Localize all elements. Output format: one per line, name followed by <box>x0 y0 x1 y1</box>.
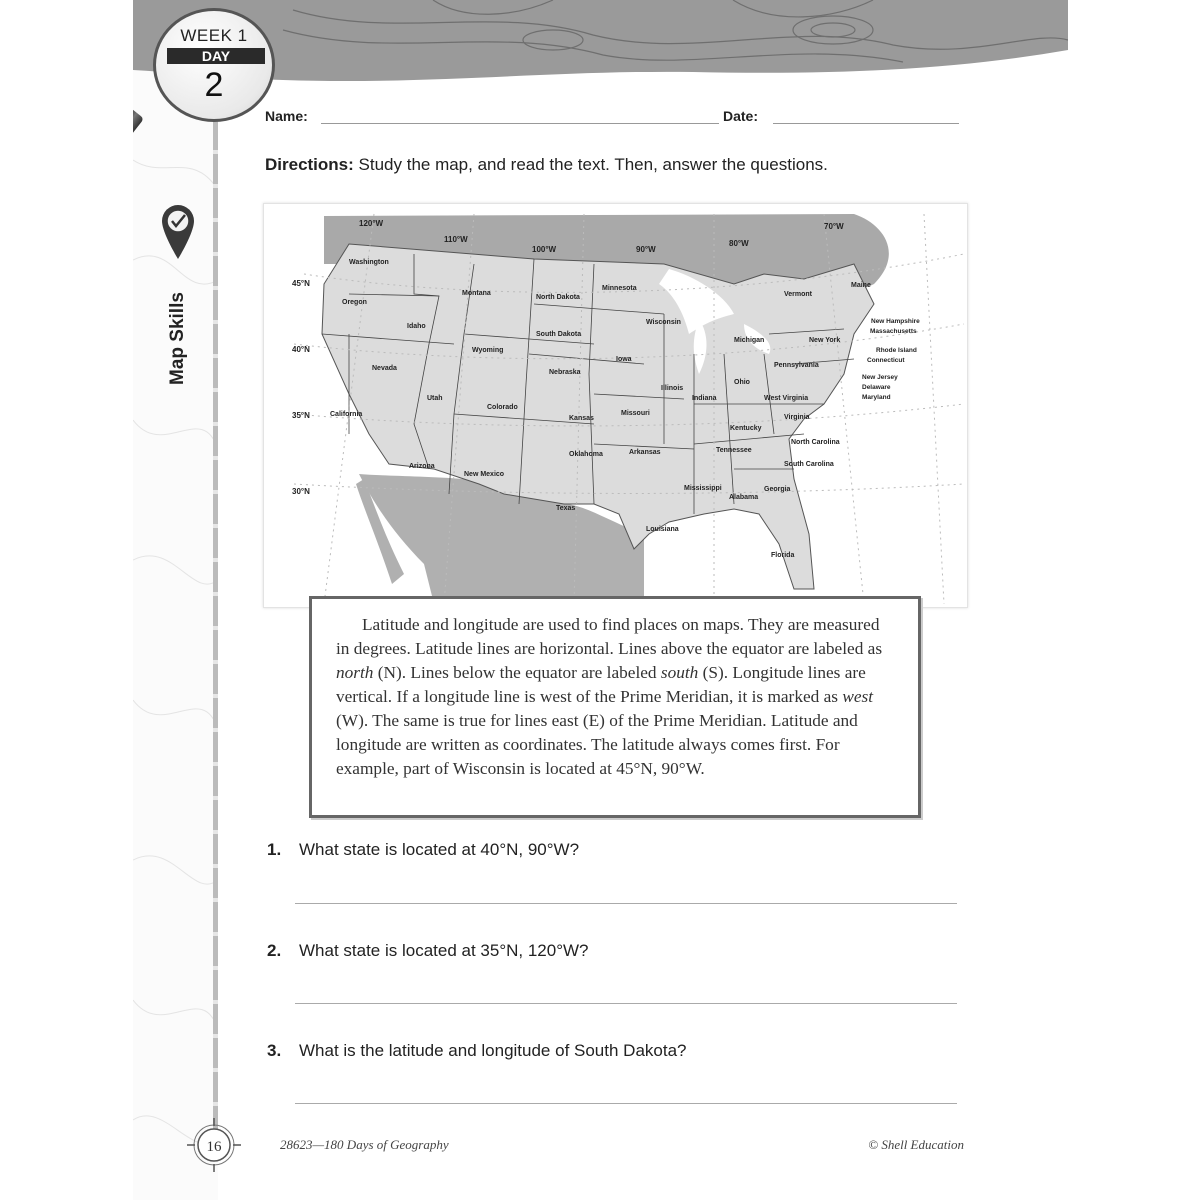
map-pin-check-icon <box>160 203 196 263</box>
question-text: What is the latitude and longitude of South Dakota? <box>299 1041 687 1060</box>
page-number: 16 <box>206 1139 222 1155</box>
question-number: 1. <box>267 840 282 859</box>
state-label: Indiana <box>692 395 717 402</box>
state-label: Vermont <box>784 291 813 298</box>
state-label: Missouri <box>621 410 650 417</box>
state-label: Alabama <box>729 494 759 501</box>
state-label: Nebraska <box>549 369 581 376</box>
callout-label: Massachusetts <box>870 328 917 335</box>
state-label: Pennsylvania <box>774 362 819 369</box>
left-margin-topo <box>133 0 218 1200</box>
state-label: Kansas <box>569 415 594 422</box>
state-label: Colorado <box>487 404 518 411</box>
compass-icon <box>187 1118 241 1172</box>
lat-label-30n: 30°N <box>292 487 310 496</box>
passage-text: (S). Longitude lines are vertical. If a longitude line is west of the Prime Meridian, it is marked as <box>336 663 866 706</box>
callout-label: Rhode Island <box>876 347 917 354</box>
state-label: Arizona <box>409 463 435 470</box>
directions <box>265 155 828 175</box>
lon-label-90w: 90°W <box>636 245 656 254</box>
passage-text: (W). The same is true for lines east (E) of the Prime Meridian. Latitude and longitude are written as coordinates. The latitude always comes first. For example, part of Wisconsin is located at 45°N, 90°W. <box>336 711 858 778</box>
question-number: 3. <box>267 1041 282 1060</box>
state-label: Florida <box>771 552 795 559</box>
callout-label: Delaware <box>862 384 891 391</box>
directions-label: Directions: <box>265 155 354 174</box>
worksheet-page <box>133 0 1068 1200</box>
state-label: Iowa <box>616 356 632 363</box>
state-label: South Dakota <box>536 331 582 338</box>
passage-text: (N). Lines below the equator are labeled <box>373 663 661 682</box>
state-label: Louisiana <box>646 526 679 533</box>
state-label: Mississippi <box>684 485 722 492</box>
directions-text: Study the map, and read the text. Then, answer the questions. <box>353 155 828 174</box>
question-number: 2. <box>267 941 282 960</box>
us-map-graphic <box>264 204 967 607</box>
state-label: North Carolina <box>791 439 840 446</box>
date-label: Date: <box>723 108 759 124</box>
state-label: California <box>330 411 363 418</box>
state-label: Wisconsin <box>646 319 681 326</box>
answer-line-2[interactable] <box>295 1003 957 1004</box>
question-2 <box>267 941 589 961</box>
state-label: Ohio <box>734 379 750 386</box>
state-label: Washington <box>349 259 389 266</box>
publisher: © Shell Education <box>868 1137 964 1152</box>
callout-label: Connecticut <box>867 357 905 364</box>
state-label: Michigan <box>734 337 765 344</box>
week-day-badge <box>153 8 279 126</box>
question-text: What state is located at 35°N, 120°W? <box>299 941 589 960</box>
passage-text: Latitude and longitude are used to find places on maps. They are measured in degrees. Latitude lines are horizontal. Lines above the equator are labeled as <box>336 615 883 658</box>
day-label: DAY <box>167 48 265 64</box>
us-map <box>263 203 968 608</box>
state-label: Oregon <box>342 299 367 306</box>
passage-text-italic: west <box>842 687 874 706</box>
state-label: Texas <box>556 505 576 512</box>
lat-label-45n: 45°N <box>292 279 310 288</box>
state-label: South Carolina <box>784 461 834 468</box>
lat-label-40n: 40°N <box>292 345 310 354</box>
lon-label-110w: 110°W <box>444 235 468 244</box>
callout-label: New Jersey <box>862 374 898 381</box>
state-label: North Dakota <box>536 294 580 301</box>
lon-label-80w: 80°W <box>729 239 749 248</box>
state-label: Virginia <box>784 414 810 421</box>
state-label: Arkansas <box>629 449 661 456</box>
question-text: What state is located at 40°N, 90°W? <box>299 840 580 859</box>
name-field[interactable] <box>321 123 719 124</box>
state-label: Nevada <box>372 365 397 372</box>
topo-lines-decoration <box>133 0 218 1200</box>
passage-text-italic: south <box>660 663 699 682</box>
state-label: Tennessee <box>716 447 752 454</box>
passage-text-italic: north <box>336 663 374 682</box>
state-label: Kentucky <box>730 425 762 432</box>
answer-line-1[interactable] <box>295 903 957 904</box>
callout-label: New Hampshire <box>871 318 920 325</box>
state-label: Montana <box>462 290 491 297</box>
state-label: New York <box>809 337 841 344</box>
state-label: Illinois <box>661 385 684 392</box>
answer-line-3[interactable] <box>295 1103 957 1104</box>
lon-label-70w: 70°W <box>824 222 844 231</box>
book-title: 28623—180 Days of Geography <box>280 1137 449 1152</box>
callout-label: Maryland <box>862 394 891 401</box>
question-1 <box>267 840 579 860</box>
section-label: Map Skills <box>167 292 188 385</box>
state-label: Wyoming <box>472 347 504 354</box>
state-label: Minnesota <box>602 285 637 292</box>
date-field[interactable] <box>773 123 959 124</box>
lon-label-100w: 100°W <box>532 245 557 254</box>
question-3 <box>267 1041 686 1061</box>
state-label: Idaho <box>407 323 426 330</box>
day-number: 2 <box>204 66 224 104</box>
lat-label-35n: 35°N <box>292 411 310 420</box>
state-label: Oklahoma <box>569 451 603 458</box>
name-label: Name: <box>265 108 308 124</box>
reading-passage <box>309 596 921 818</box>
state-label: Georgia <box>764 486 791 493</box>
state-label: Maine <box>851 282 871 289</box>
margin-rule <box>213 120 218 1140</box>
state-label: West Virginia <box>764 395 809 402</box>
state-label: Utah <box>427 395 443 402</box>
state-label: New Mexico <box>464 471 505 478</box>
lon-label-120w: 120°W <box>359 219 384 228</box>
week-label: WEEK 1 <box>180 26 248 45</box>
